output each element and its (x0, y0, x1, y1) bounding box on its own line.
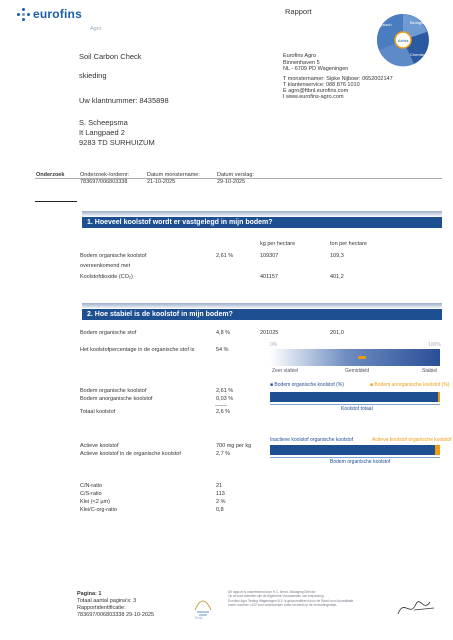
carbon-bar-organic (270, 392, 440, 402)
ratio-label: Klei/C-org-ratio (80, 507, 117, 513)
ratio-label: Klei (<2 µm) (80, 499, 110, 505)
s1-row-kg: 401157 (260, 274, 278, 280)
active-bracket (270, 457, 440, 458)
total-bracket (270, 404, 440, 405)
sample-date-label: Datum monstername: (147, 172, 200, 178)
wheel-label-1: Biologisch (410, 20, 429, 25)
organic-kg: 201025 (260, 330, 279, 336)
agro-label: Agro (90, 26, 102, 32)
footer-total-pages: Totaal aantal pagina's: 3 (77, 598, 137, 604)
footer-report-id-label: Rapportidentificatie: (77, 605, 126, 611)
legal-line: onder nummer L122 voor onderzoeken zoals vermeld op de verrichtingenlijst. (228, 602, 338, 607)
accreditation-logo-icon (192, 588, 214, 620)
order-label: Onderzoek-/ordernr: (80, 172, 130, 178)
scale-end: 100% (428, 342, 441, 348)
address-street: It Langpaed 2 (79, 128, 125, 137)
col-header-kg: kg per hectare (260, 241, 296, 247)
organic-ton: 201,0 (330, 330, 344, 336)
carbon-row-label: Totaal koolstof (80, 409, 116, 415)
report-date-value: 29-10-2025 (217, 179, 246, 185)
col-header-ton: ton per hectare (330, 241, 367, 247)
active-row-value: 700 mg per kg (216, 443, 252, 449)
legal-line: Eurofins Agro Testing Wageningen B.V. is geaccrediteerd door de Raad voor Accreditatie (228, 598, 354, 603)
active-row-value: 2,7 % (216, 451, 231, 457)
s1-row-value: 2,61 % (216, 253, 234, 259)
wheel-label-2: Chemisch (410, 52, 428, 57)
report-label: Rapport (285, 7, 312, 16)
legend-inorganic: ■ Bodem anorganische koolstof (%) (370, 382, 450, 388)
carbon-row-value: 0,03 % (216, 396, 234, 402)
signature-icon (394, 592, 440, 620)
stability-gradient (270, 349, 440, 366)
lab-name: Eurofins Agro (283, 53, 317, 59)
scale-label-0: Zeer stabiel (272, 368, 299, 374)
ratio-value: 21 (216, 483, 223, 489)
lab-street: Binnenhaven 5 (283, 60, 320, 66)
pct-label: Het koolstofpercentage in de organische stof is (80, 347, 195, 353)
wheel-label-0: Fysisch (378, 22, 392, 27)
s1-row-kg: 109307 (260, 253, 279, 259)
ratio-value: 0,8 (216, 507, 224, 513)
section1-title: 1. Hoeveel koolstof wordt er vastgelegd in mijn bodem? (82, 217, 442, 228)
lab-contact-service: T klantenservice: 088 876 1010 (283, 82, 360, 88)
logo-text: eurofins (33, 7, 82, 21)
organic-label: Bodem organische stof (80, 330, 137, 336)
active-legend-left: Inactieve koolstof organische koolstof (270, 437, 354, 443)
footer-report-id: 783697/006803338 29-10-2025 (77, 612, 155, 618)
stability-marker-icon (358, 356, 366, 359)
ratio-value: 113 (216, 491, 225, 497)
footer-page: Pagina: 1 (77, 591, 102, 597)
legend-inorganic-text: Bodem anorganische koolstof (%) (374, 382, 450, 388)
report-title: Soil Carbon Check (79, 52, 142, 61)
customer-number: Uw klantnummer: 8435898 (79, 96, 169, 105)
s1-row-label: Koolstofdioxide (CO₂) (80, 274, 133, 280)
organic-value: 4,8 % (216, 330, 231, 336)
active-legend-right: Actieve koolstof organische koolstof (372, 437, 452, 443)
scale-label-1: Gemiddeld (345, 368, 370, 374)
carbon-row-value: 2,6 % (216, 409, 231, 415)
lab-city: NL - 6709 PD Wageningen (283, 66, 349, 72)
legend-organic-text: Bodem organische koolstof (%) (274, 382, 344, 388)
ratio-label: C/N-ratio (80, 483, 103, 489)
ratio-label: C/S-ratio (80, 491, 102, 497)
report-subtitle: skieding (79, 71, 107, 80)
eurofins-logo (17, 7, 82, 21)
address-city: 9283 TD SURHUIZUM (79, 138, 155, 147)
report-date-label: Datum verslag: (217, 172, 254, 178)
carbon-row-value: 2,61 % (216, 388, 234, 394)
svg-text:RvA: RvA (195, 615, 203, 620)
carbon-row-label: Bodem anorganische koolstof (80, 396, 153, 402)
legal-line: Dit rapport is ondertekend door H.C. Bernt, Managing Director (228, 590, 316, 594)
section2-title: 2. Hoe stabiel is de koolstof in mijn bodem? (82, 309, 442, 320)
scale-start: 0% (270, 342, 278, 348)
address-name: S. Scheepsma (79, 118, 128, 127)
footer-legal (228, 590, 353, 607)
soil-wheel-icon (370, 12, 436, 68)
s1-row-label: Bodem organische koolstof (80, 253, 147, 259)
legend-organic: ■ Bodem organische koolstof (%) (270, 382, 344, 388)
carbon-bar-inorganic (438, 392, 440, 402)
legal-line: Op al onze diensten zijn de Algemene Voorwaarden van toepassing. (228, 594, 325, 599)
lab-contact-web: I www.eurofins-agro.com (283, 94, 344, 100)
active-row-label: Actieve koolstof in de organische koolstof (80, 451, 181, 457)
eurofins-dots-icon (17, 8, 30, 21)
s1-row-ton: 109,3 (330, 253, 344, 259)
active-row-label: Actieve koolstof (80, 443, 119, 449)
total-label: Koolstof totaal (341, 406, 373, 412)
s1-row-ton: 401,2 (330, 274, 344, 280)
lab-contact-email: E agro@ftbnl.eurofins.com (283, 88, 349, 94)
active-bar-inactive (270, 445, 440, 455)
active-bar-active (435, 445, 440, 455)
pct-value: 54 % (216, 347, 229, 353)
meta-label: Onderzoek (36, 172, 65, 178)
lab-contact-phone: T monsternamer: Sipke Nijboer: 0652002147 (283, 76, 393, 82)
sample-date-value: 21-10-2025 (147, 179, 176, 185)
ratio-value: 2 % (216, 499, 226, 505)
scale-label-2: Stabiel (422, 368, 438, 374)
s1-row-label: overeenkomend met (80, 263, 131, 269)
wheel-center: Advies (398, 39, 409, 43)
carbon-row-label: Bodem organische koolstof (80, 388, 147, 394)
order-value: 783697/006803338 (80, 179, 128, 185)
active-total-label: Bodem organische koolstof (330, 459, 391, 465)
